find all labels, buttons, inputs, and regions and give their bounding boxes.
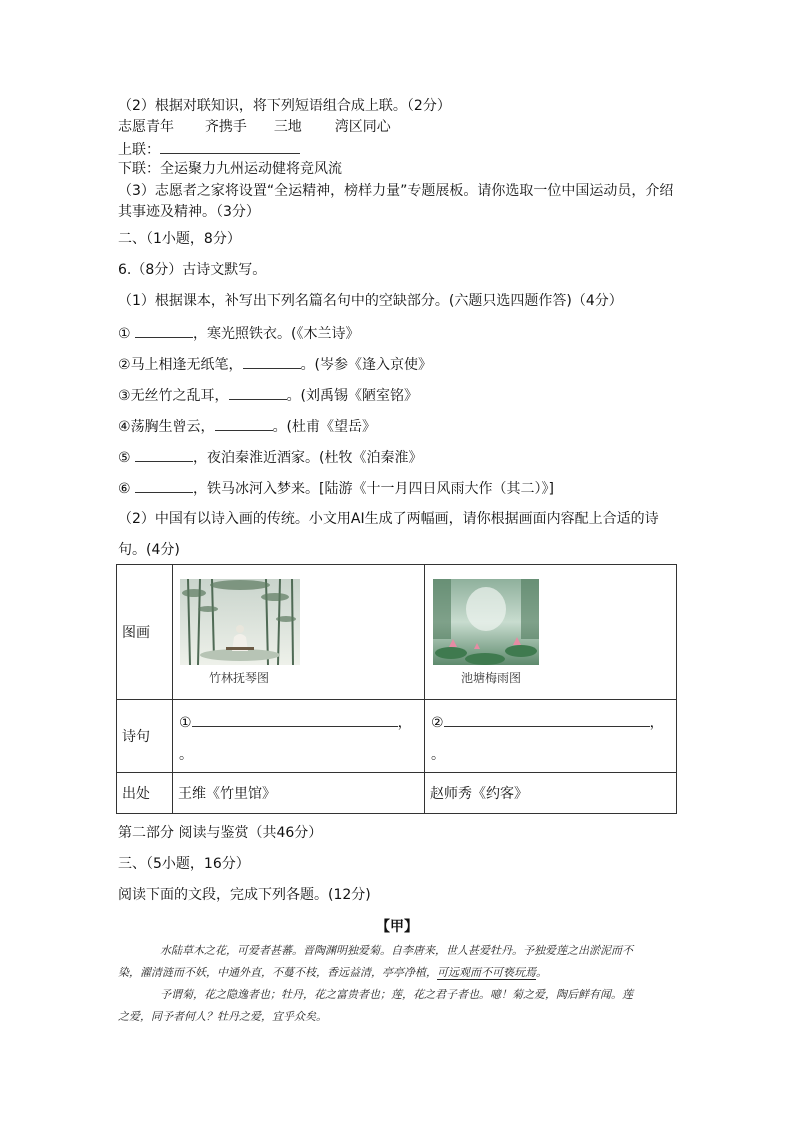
picture-caption-1: 竹林抚琴图 — [209, 671, 270, 685]
q6-part1: （1）根据课本，补写出下列名篇名句中的空缺部分。(六题只选四题作答)（4分） — [118, 293, 623, 309]
passage-title-jia: 【甲】 — [376, 919, 418, 935]
fill-item-1: ① ，寒光照铁衣。(《木兰诗》 — [118, 323, 359, 343]
phrase: 三地 — [273, 119, 302, 135]
classical-paragraph-2-cont: 之爱，同予者何人？牡丹之爱，宜乎众矣。 — [118, 1010, 327, 1023]
fill-blank[interactable] — [135, 478, 193, 493]
phrase: 湾区同心 — [334, 119, 391, 135]
q5-2-prompt: （2）根据对联知识，将下列短语组合成上联。（2分） — [118, 98, 451, 114]
q6-part2-line2: 句。(4分) — [118, 542, 180, 558]
poem-blank[interactable] — [444, 712, 650, 727]
reading-intro: 阅读下面的文段，完成下列各题。(12分) — [118, 887, 371, 903]
classical-passage — [118, 940, 678, 1028]
section2-heading: 二、（1小题，8分） — [118, 231, 241, 247]
fill-item-6: ⑥ ，铁马冰河入梦来。[陆游《十一月四日风雨大作（其二）》] — [118, 478, 554, 498]
underlined-sentence: 可远观而不可亵玩焉 — [437, 966, 536, 979]
poem-cell-2: ② ， 。 — [425, 700, 677, 773]
poem-cell-1: ① ， 。 — [173, 700, 425, 773]
shanglian-label: 上联： — [118, 142, 160, 158]
q5-3-line1: （3）志愿者之家将设置“全运精神，榜样力量”专题展板。请你选取一位中国运动员，介绍 — [118, 183, 674, 199]
classical-paragraph-2: 予谓菊，花之隐逸者也；牡丹，花之富贵者也；莲，花之君子者也。噫！菊之爱，陶后鲜有闻。莲 — [160, 988, 633, 1001]
section3-heading: 三、（5小题，16分） — [118, 856, 250, 872]
bamboo-guqin-painting-icon — [180, 579, 300, 665]
source-cell-2: 赵师秀《约客》 — [425, 773, 677, 814]
row-label-poem: 诗句 — [117, 700, 173, 773]
part2-heading: 第二部分 阅读与鉴赏（共46分） — [118, 825, 323, 841]
poem-blank[interactable] — [192, 712, 398, 727]
phrase: 志愿青年 — [118, 119, 174, 135]
picture-cell-1 — [173, 565, 425, 700]
fill-item-5: ⑤ ，夜泊秦淮近酒家。(杜牧《泊秦淮》 — [118, 447, 422, 467]
fill-blank[interactable] — [243, 354, 301, 369]
classical-paragraph-1: 水陆草木之花，可爱者甚蕃。晋陶渊明独爱菊。自李唐来，世人甚爱牡丹。予独爱莲之出淤泥而不 — [160, 944, 633, 957]
fill-blank[interactable] — [135, 447, 193, 462]
fill-item-3: ③无丝竹之乱耳， 。(刘禹锡《陋室铭》 — [118, 385, 418, 405]
xialian: 下联：全运聚力九州运动健将竞风流 — [118, 161, 342, 177]
q6-part2-line1: （2）中国有以诗入画的传统。小文用AI生成了两幅画，请你根据画面内容配上合适的诗 — [118, 511, 659, 527]
classical-paragraph-1-cont: 染，濯清涟而不妖，中通外直，不蔓不枝，香远益清，亭亭净植，可远观而不可亵玩焉。 — [118, 966, 547, 979]
source-cell-1: 王维《竹里馆》 — [173, 773, 425, 814]
row-label-picture: 图画 — [117, 565, 173, 700]
q5-3-line2: 其事迹及精神。（3分） — [118, 204, 260, 220]
fill-item-4: ④荡胸生曾云， 。(杜甫《望岳》 — [118, 416, 376, 436]
shanglian-blank[interactable] — [160, 139, 300, 154]
row-label-source: 出处 — [117, 773, 173, 814]
q6-title: 6.（8分）古诗文默写。 — [118, 262, 267, 278]
shanglian-line — [118, 139, 300, 159]
phrase-list — [118, 118, 391, 136]
lotus-pond-rain-painting-icon — [433, 579, 539, 665]
picture-caption-2: 池塘梅雨图 — [461, 671, 522, 685]
fill-blank[interactable] — [135, 323, 193, 338]
fill-blank[interactable] — [229, 385, 287, 400]
picture-cell-2 — [425, 565, 677, 700]
fill-item-2: ②马上相逢无纸笔， 。(岑参《逢入京使》 — [118, 354, 432, 374]
fill-blank[interactable] — [215, 416, 273, 431]
phrase: 齐携手 — [204, 119, 247, 135]
poem-picture-table — [116, 564, 677, 814]
